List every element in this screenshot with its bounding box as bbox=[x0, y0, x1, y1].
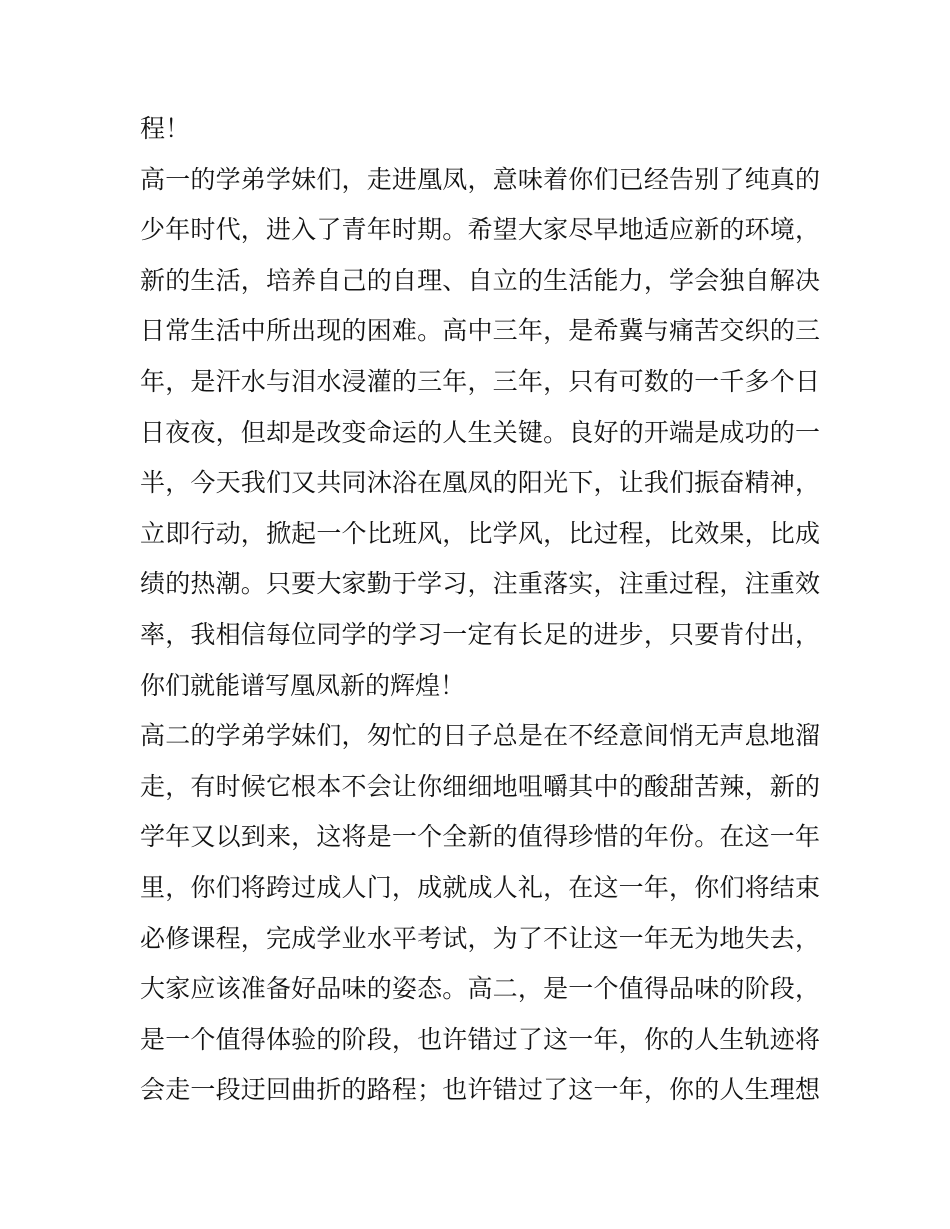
text-line: 必修课程，完成学业水平考试，为了不让这一年无为地失去， bbox=[140, 923, 820, 953]
text-line: 走，有时候它根本不会让你细细地咀嚼其中的酸甜苦辣，新的 bbox=[140, 771, 820, 801]
text-line: 是一个值得体验的阶段，也许错过了这一年，你的人生轨迹将 bbox=[140, 1024, 820, 1054]
text-line: 程！ bbox=[140, 114, 191, 143]
text-line: 大家应该准备好品味的姿态。高二，是一个值得品味的阶段， bbox=[140, 974, 820, 1004]
text-line: 新的生活，培养自己的自理、自立的生活能力，学会独自解决 bbox=[140, 265, 820, 295]
text-line: 绩的热潮。只要大家勤于学习，注重落实，注重过程，注重效 bbox=[140, 569, 820, 599]
text-line: 你们就能谱写凰凤新的辉煌！ bbox=[140, 670, 466, 700]
text-line: 会走一段迂回曲折的路程；也许错过了这一年，你的人生理想 bbox=[140, 1075, 820, 1105]
text-line: 高一的学弟学妹们，走进凰凤，意味着你们已经告别了纯真的 bbox=[140, 164, 820, 194]
text-line: 少年时代，进入了青年时期。希望大家尽早地适应新的环境， bbox=[140, 215, 820, 245]
text-line: 率，我相信每位同学的学习一定有长足的进步，只要肯付出， bbox=[140, 619, 820, 649]
text-line: 立即行动，掀起一个比班风，比学风，比过程，比效果，比成 bbox=[140, 518, 820, 548]
text-line: 里，你们将跨过成人门，成就成人礼，在这一年，你们将结束 bbox=[140, 872, 820, 902]
text-line: 日夜夜，但却是改变命运的人生关键。良好的开端是成功的一 bbox=[140, 417, 820, 447]
text-line: 日常生活中所出现的困难。高中三年，是希冀与痛苦交织的三 bbox=[140, 316, 820, 346]
text-line: 半，今天我们又共同沐浴在凰凤的阳光下，让我们振奋精神， bbox=[140, 468, 820, 498]
text-line: 年，是汗水与泪水浸灌的三年，三年，只有可数的一千多个日 bbox=[140, 366, 820, 396]
speech-text bbox=[140, 104, 820, 1116]
text-line: 高二的学弟学妹们，匆忙的日子总是在不经意间悄无声息地溜 bbox=[140, 721, 820, 751]
text-line: 学年又以到来，这将是一个全新的值得珍惜的年份。在这一年 bbox=[140, 822, 820, 852]
